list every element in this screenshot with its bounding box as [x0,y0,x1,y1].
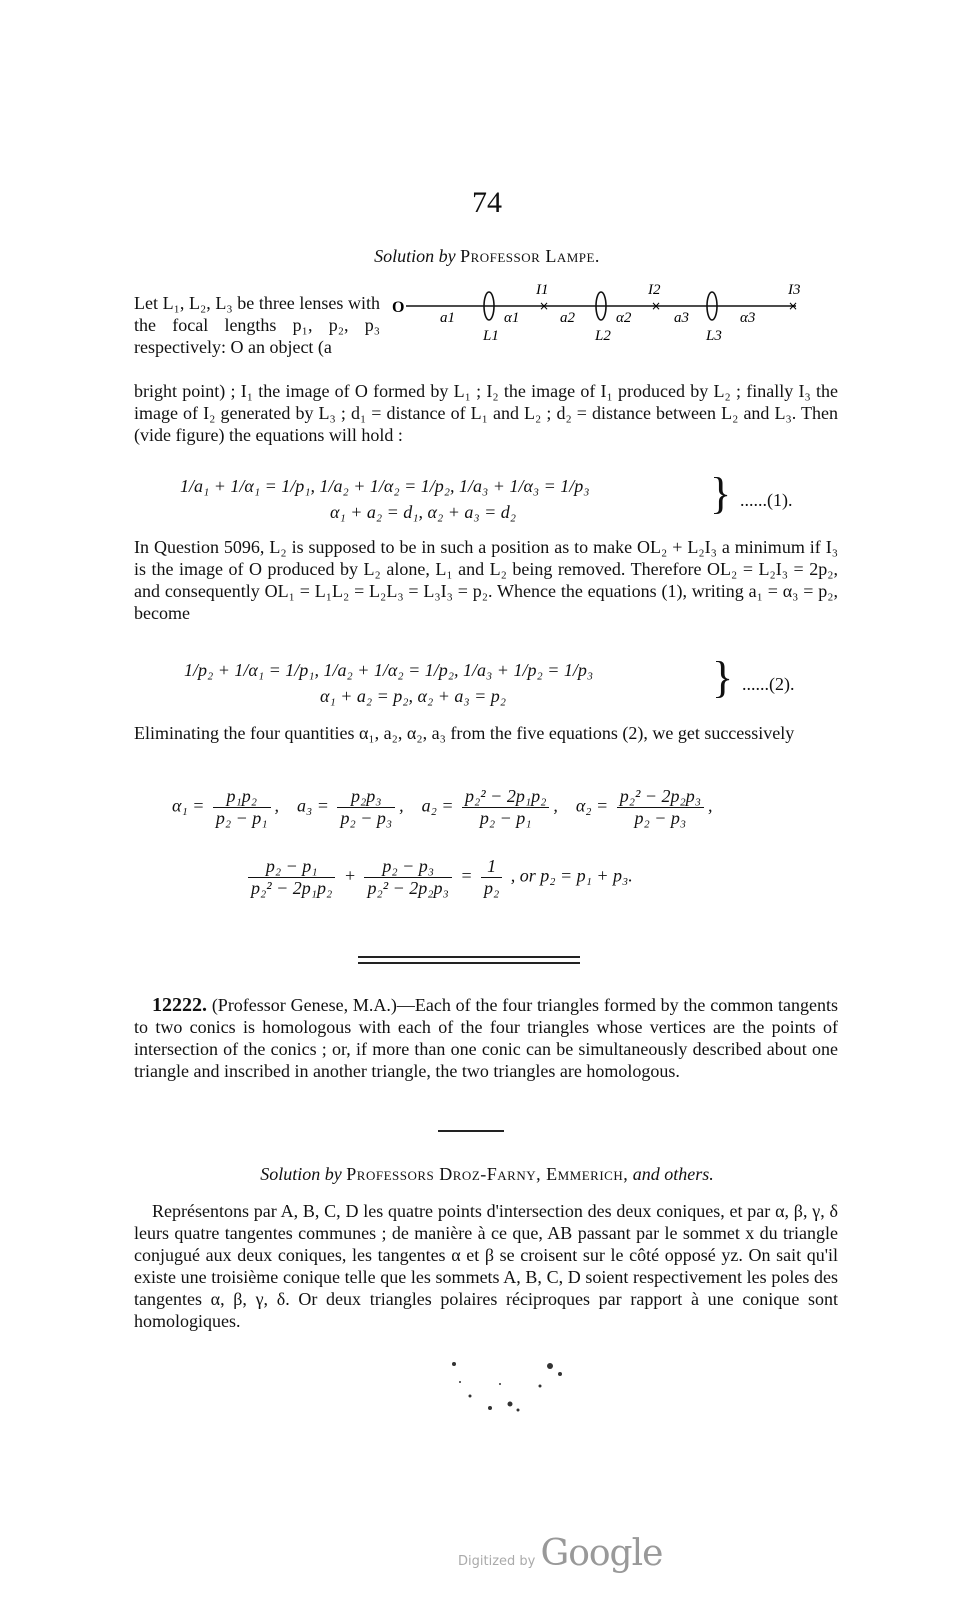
figure-image-label-2: I2 [648,282,661,298]
figure-object-label: O [392,299,405,316]
eq3-term-2-den: p₂ − p₃ [340,808,393,828]
question-5096-paragraph: In Question 5096, L₂ is supposed to be in such a position as to make OL₂ + L₂I₃ a minimum if I₃ is the image of O produced by L₂ alone, L₁ and L₂ being removed. Therefore OL₂ = L₂I₃ = 2p₂, and consequently OL₁ = L₁L₂ = L₂L₃ = L₃I₃ = p₂. Whence the equations (1), writing a₁ = α₃ = p₂, become [134,537,838,623]
page-number: 74 [472,186,502,219]
figure-lens-label-2: L2 [595,328,611,344]
equation-1-brace: } [710,469,732,518]
image-3-mark [788,299,798,313]
eq4-fraction-3 [481,856,502,899]
image-1-mark [539,299,549,313]
equation-2-line-2: α₁ + a₂ = p₂, α₂ + a₃ = p₂ [320,686,507,706]
figure-distance-label-6: α3 [740,310,756,326]
intro-paragraph-narrow: Let L₁, L₂, L₃ be three lenses with the focal lengths p₁, p₂, p₃ respectively: O an object (a [134,293,380,357]
eq4-equals: = [460,865,473,886]
eq3-term-4-lhs: α₂ = [575,795,609,816]
figure-lens-label-3: L3 [706,328,722,344]
figure-distance-label-3: a2 [560,310,575,326]
eq3-term-1-num: p₁p₂ [213,786,271,808]
solution-heading-droz-farny [0,1164,974,1185]
figure-image-label-1: I1 [536,282,549,298]
eq3-term-4-den: p₂ − p₃ [634,808,687,828]
figure-distance-label-5: a3 [674,310,689,326]
watermark-prefix: Digitized by [458,1554,536,1569]
question-text: (Professor Genese, M.A.)—Each of the four triangles formed by the common tangents to two conics is homologous with each of the four triangles whose vertices are the points of intersection of the conics ; or, if more than one conic can be simultaneously described about one triangle and inscribed in another triangle, the two triangles are homologous. [134,995,839,1081]
eq4-f2-num: p₂ − p₃ [364,856,451,878]
solution-heading-prefix: Solution by [374,246,456,266]
equation-2-line-1: 1/p₂ + 1/α₁ = 1/p₁, 1/a₂ + 1/α₂ = 1/p₂, 1/a₃ + 1/p₂ = 1/p₃ [184,660,594,680]
double-rule-bottom [358,962,580,964]
lens-diagram [392,282,822,352]
eq3-term-4-num: p₂² − 2p₂p₃ [617,786,704,808]
eq3-term-1-den: p₂ − p₁ [215,808,268,828]
eq4-tail: , or p₂ = p₁ + p₃. [510,865,633,886]
question-number: 12222. [152,994,207,1016]
elimination-paragraph: Eliminating the four quantities α₁, a₂, α₂, a₃ from the five equations (2), we get successively [134,723,795,743]
solution-heading-author: Professor Lampe. [460,246,600,266]
eq3-term-2-fraction [337,786,395,829]
eq3-term-3-lhs: a₂ = [421,795,454,816]
figure-image-label-3: I3 [788,282,801,298]
eq3-term-1-fraction [213,786,271,829]
svg-text:×: × [539,299,550,313]
ink-smudge [440,1356,580,1422]
eq4-f3-den: p₂ [483,878,500,898]
image-2-mark [651,299,661,313]
eq3-term-2-num: p₂p₃ [337,786,395,808]
question-12222 [134,994,838,1082]
eq3-term-3-den: p₂ − p₁ [479,808,532,828]
svg-text:×: × [788,299,799,313]
equation-2-brace: } [712,653,734,702]
google-logo: Google [540,1533,663,1574]
eq4-f2-den: p₂² − 2p₂p₃ [367,878,449,898]
eq4-fraction-2 [364,856,451,899]
equation-1-line-2: α₁ + a₂ = d₁, α₂ + a₃ = d₂ [330,502,517,522]
double-rule-top [358,956,580,958]
figure-lens-label-1: L1 [483,328,499,344]
eq4-f1-den: p₂² − 2p₁p₂ [251,878,333,898]
equation-2-number: ......(2). [742,674,795,694]
solution2-heading-suffix: and others. [632,1164,714,1184]
eq4-fraction-1 [248,856,335,899]
google-watermark [458,1533,662,1574]
solution2-heading-authors: Professors Droz-Farny, Emmerich, [346,1164,629,1184]
eq3-term-1-lhs: α₁ = [172,795,205,816]
figure-distance-label-1: a1 [440,310,455,326]
solution-heading-lampe [0,246,974,267]
equation-3-row: α₁ = $\frac{\text{p₁p₂}}{\text{p₂ − p₁}}$ , a₃ = $\frac{\text{p₂p₃}}{\text{p₂ − p₃}}$ , a₂ = $\frac{\text{p₂² − 2p₁p₂}}{\text{p₂ − p₁}}$ , α₂ = $\frac{\text{p₂² − 2p₂p₃}}{\text{p₂ − p₃}}$ , [172,786,713,828]
eq4-f3-num: 1 [481,856,502,878]
eq3-term-3-num: p₂² − 2p₁p₂ [462,786,549,808]
equation-1-number: ......(1). [740,490,793,510]
figure-distance-label-2: α1 [504,310,520,326]
intro-paragraph-wide: bright point) ; I₁ the image of O formed by L₁ ; I₂ the image of I₁ produced by L₂ ; finally I₃ the image of I₂ generated by L₃ ; d₁ = distance of L₁ and L₂ ; d₂ = distance between L₂ and L₃. Then (vide figure) the equations will hold : [134,381,838,445]
equation-4-row [244,856,633,899]
solution2-heading-prefix: Solution by [260,1164,342,1184]
eq4-f1-num: p₂ − p₁ [248,856,335,878]
svg-text:×: × [651,299,662,313]
french-solution-paragraph: Représentons par A, B, C, D les quatre points d'intersection des deux coniques, et par α, β, γ, δ leurs quatre tangentes communes ; de manière à ce que, AB passant par le sommet x du triangle conjugué aux deux coniques, les tangentes α et β se croisent sur le côté opposé yz. On sait qu'il existe une troisième conique telle que les sommets A, B, C, D soient respectivement les poles des tangentes α, β, γ, δ. Or deux triangles polaires réciproques par rapport à une conique sont homologiques. [134,1201,838,1331]
eq3-term-4-fraction [617,786,704,829]
eq3-term-2-lhs: a₃ = [297,795,329,816]
eq4-plus: + [343,865,356,886]
equation-1-line-1: 1/a₁ + 1/α₁ = 1/p₁, 1/a₂ + 1/α₂ = 1/p₂, 1/a₃ + 1/α₃ = 1/p₃ [180,476,590,496]
figure-distance-label-4: α2 [616,310,632,326]
short-rule [438,1130,504,1132]
eq3-term-3-fraction [462,786,549,829]
